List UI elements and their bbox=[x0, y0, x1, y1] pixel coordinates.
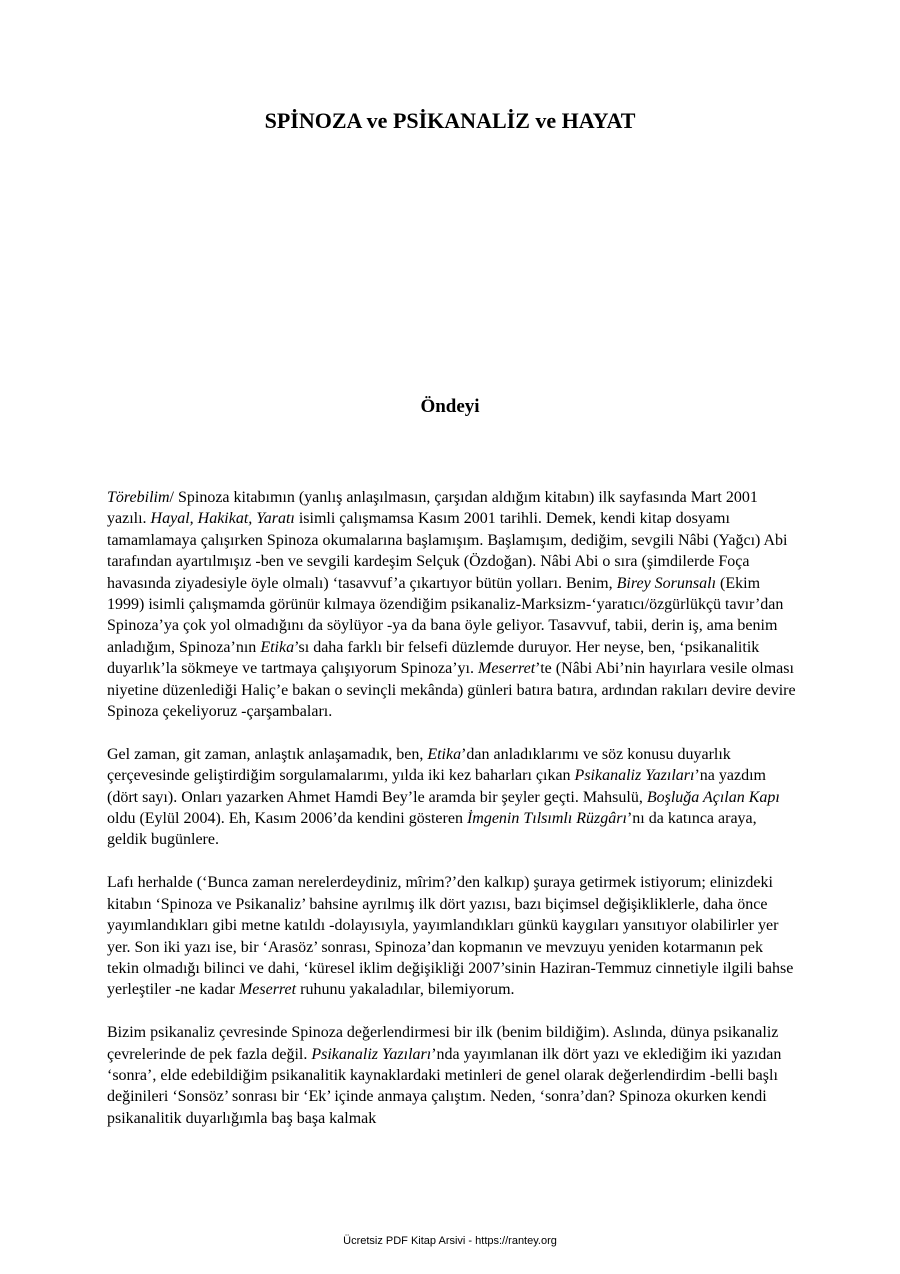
paragraph-2 bbox=[107, 744, 797, 851]
text-run: oldu (Eylül 2004). Eh, Kasım 2006’da kendini gösteren bbox=[107, 810, 467, 828]
italic-title-text: İmgenin Tılsımlı Rüzgârı bbox=[466, 810, 627, 828]
text-run: / Spinoza kitabımın (yanlış anlaşılmasın, çarşıdan aldığım kitabın) ilk sayfasında Mart 2001 yazılı. bbox=[107, 489, 758, 528]
text-run: ruhunu yakaladılar, bilemiyorum. bbox=[296, 981, 515, 999]
italic-title-text: Etika bbox=[427, 745, 462, 763]
page-title: SPİNOZA ve PSİKANALİZ ve HAYAT bbox=[264, 108, 636, 133]
italic-title-text: Törebilim bbox=[107, 489, 170, 506]
paragraph-1 bbox=[107, 487, 797, 722]
text-run: ’sı daha farklı bir felsefi düzlemde duruyor. Her neyse, ben, ‘psikanalitik duyarlık’la sökmeye ve tartmaya çalışıyorum Spinoza’yı. bbox=[107, 638, 760, 678]
text-run: ’te (Nâbi Abi’nin hayırlara vesile olması niyetine düzenlediği Haliç’e bakan o sevinçli mekânda) günleri batıra batıra, ardından rakıları devire devire Spinoza çekeliyoruz -çarşambaları. bbox=[107, 660, 796, 721]
italic-title-text: Boşluğa Açılan Kapı bbox=[646, 788, 780, 806]
footer-text: Ücretsiz PDF Kitap Arsivi - https://rantey.org bbox=[343, 1235, 557, 1247]
body-text bbox=[107, 487, 797, 1151]
text-run: ’nı da katınca araya, geldik bugünlere. bbox=[107, 810, 757, 849]
text-run: ’nda yayımlanan ilk dört yazı ve eklediğim iki yazıdan ‘sonra’, elde edebildiğim psikanalitik kaynaklardaki metinleri de genel olarak değerlendirdim -belli başlı değinileri ‘Sonsöz’ sonrası bir ‘Ek’ içinde anmaya çalıştım. Neden, ‘sonra’dan? Spinoza okurken kendi psikanalitik duyarlığımla baş başa kalmak bbox=[107, 1045, 782, 1127]
text-run: (Ekim 1999) isimli çalışmamda görünür kılmaya özendiğim psikanaliz-Marksizm-‘yaratıcı/özgürlükçü tavır’dan Spinoza’ya çok yol olmadığını da söylüyor -ya da bana öyle geliyor. Tasavvuf, tabii, derin iş, ama benim anladığım, Spinoza’nın bbox=[107, 574, 784, 656]
paragraph-3 bbox=[107, 872, 797, 1000]
text-run: Gel zaman, git zaman, anlaştık anlaşamadık, ben, bbox=[107, 745, 428, 763]
italic-title-text: Meserret bbox=[238, 981, 297, 999]
paragraph-4 bbox=[107, 1022, 797, 1129]
text-run: Bizim psikanaliz çevresinde Spinoza değerlendirmesi bir ilk (benim bildiğim). Aslında, dünya psikanaliz çevrelerinde de pek fazla değil. bbox=[107, 1024, 779, 1063]
text-run: ’dan anladıklarımı ve söz konusu duyarlık çerçevesinde geliştirdiğim sorgulamalarımı, yılda iki kez baharları çıkan bbox=[107, 745, 731, 785]
italic-title-text: Etika bbox=[260, 638, 295, 656]
italic-title-text: Hayal, Hakikat, Yaratı bbox=[150, 510, 295, 528]
section-heading: Öndeyi bbox=[420, 396, 480, 417]
italic-title-text: Birey Sorunsalı bbox=[616, 574, 717, 592]
italic-title-text: Psikanaliz Yazıları bbox=[574, 767, 695, 785]
italic-title-text: Psikanaliz Yazıları bbox=[311, 1045, 432, 1063]
text-run: Lafı herhalde (‘Bunca zaman nerelerdeydiniz, mîrim?’den kalkıp) şuraya getirmek istiyorum; elinizdeki kitabın ‘Spinoza ve Psikanaliz’ bahsine ayrılmış ilk dört yazısı, bazı biçimsel değişikliklerle, daha önce yayımlandıkları gibi metne katıldı -dolayısıyla, yayımlandıkları günkü kaygıları yansıtıyor olabilirler yer yer. Son iki yazı ise, bir ‘Arasöz’ sonrası, Spinoza’dan kopmanın ve mevzuyu yeniden kotarmanın pek tekin olmadığı bilinci ve dahi, ‘küresel iklim değişikliği 2007’sinin Haziran-Temmuz cinnetiyle ilgili bahse yerleştiler -ne kadar bbox=[107, 874, 794, 999]
text-run: ’na yazdım (dört sayı). Onları yazarken Ahmet Hamdi Bey’le aramda bir şeyler geçti. Mahsulü, bbox=[107, 767, 766, 806]
italic-title-text: Meserret bbox=[478, 660, 536, 678]
text-run: isimli çalışmamsa Kasım 2001 tarihli. Demek, kendi kitap dosyamı tamamlamaya çalışırken Spinoza okumalarına başlamışım. Başlamışım, dediğim, sevgili Nâbi (Yağcı) Abi tarafından ayartılmışız -ben ve sevgili kardeşim Selçuk (Özdoğan). Nâbi Abi o sıra (şimdilerde Foça havasında ziyadesiyle öyle olmalı) ‘tasavvuf’a çıkartıyor bütün yolları. Benim, bbox=[107, 510, 788, 592]
